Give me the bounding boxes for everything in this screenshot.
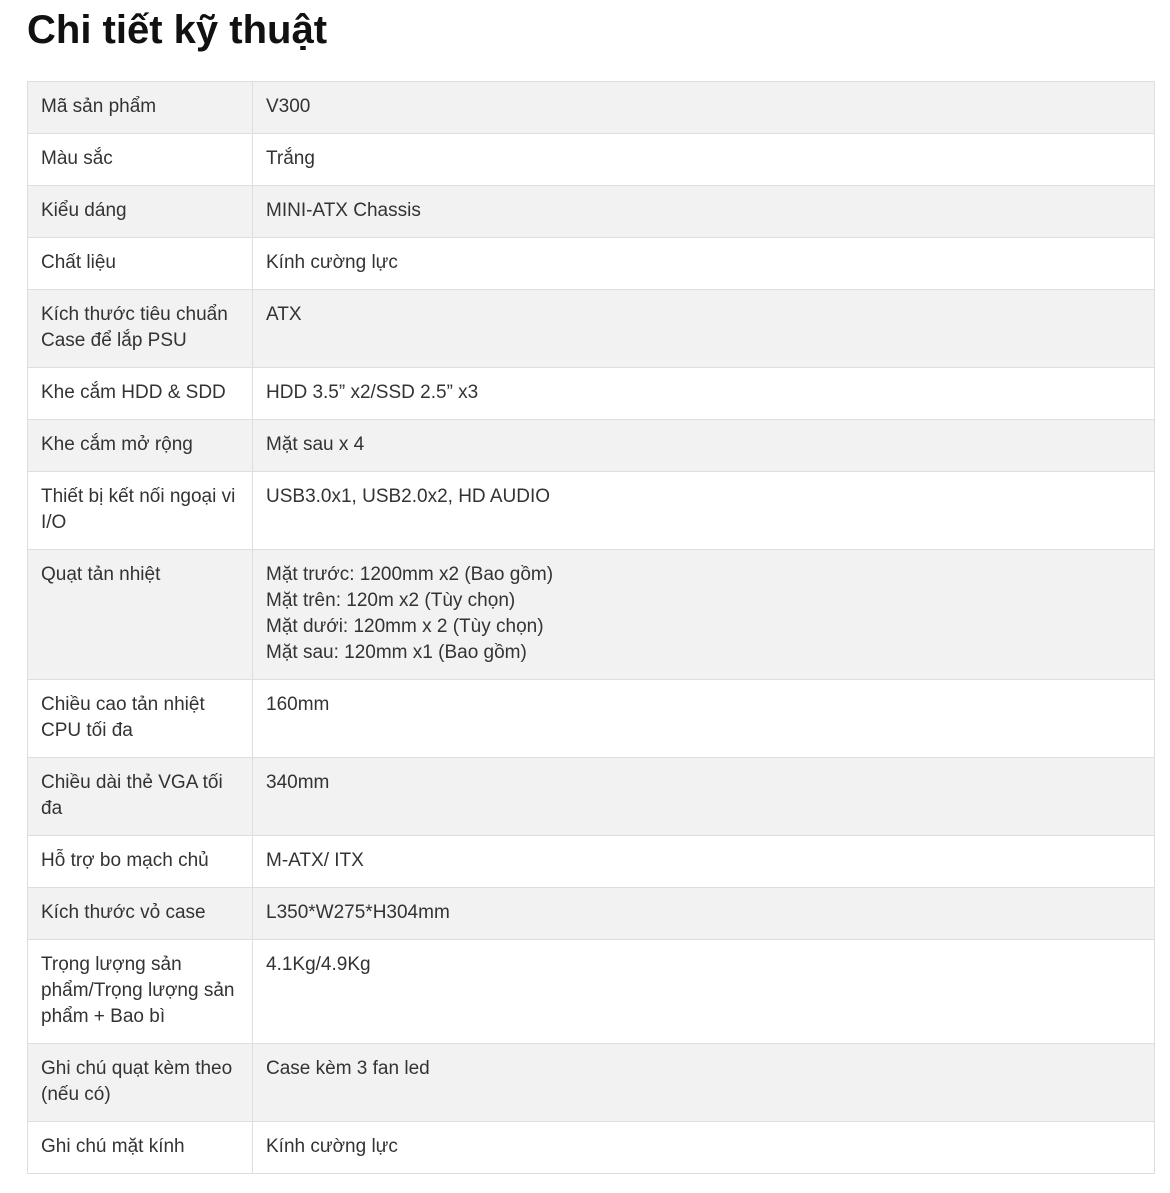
- spec-label: Chất liệu: [28, 238, 253, 290]
- table-row: [28, 420, 1155, 472]
- table-row: [28, 1044, 1155, 1122]
- spec-value: Mặt trước: 1200mm x2 (Bao gồm) Mặt trên: 120m x2 (Tùy chọn) Mặt dưới: 120mm x 2 (Tùy chọn) Mặt sau: 120mm x1 (Bao gồm): [253, 550, 1155, 680]
- spec-label: Kích thước vỏ case: [28, 888, 253, 940]
- spec-value: Kính cường lực: [253, 1122, 1155, 1174]
- table-row: [28, 238, 1155, 290]
- spec-value: 340mm: [253, 758, 1155, 836]
- spec-value: L350*W275*H304mm: [253, 888, 1155, 940]
- spec-label: Quạt tản nhiệt: [28, 550, 253, 680]
- table-row: [28, 680, 1155, 758]
- spec-label: Màu sắc: [28, 134, 253, 186]
- spec-label: Khe cắm mở rộng: [28, 420, 253, 472]
- spec-value: V300: [253, 82, 1155, 134]
- spec-label: Kích thước tiêu chuẩn Case để lắp PSU: [28, 290, 253, 368]
- spec-value: Kính cường lực: [253, 238, 1155, 290]
- table-row: [28, 888, 1155, 940]
- spec-label: Ghi chú mặt kính: [28, 1122, 253, 1174]
- table-row: [28, 1122, 1155, 1174]
- table-row: [28, 836, 1155, 888]
- table-row: [28, 368, 1155, 420]
- page-title: Chi tiết kỹ thuật: [27, 8, 328, 52]
- spec-value: HDD 3.5” x2/SSD 2.5” x3: [253, 368, 1155, 420]
- table-row: [28, 186, 1155, 238]
- spec-label: Chiều cao tản nhiệt CPU tối đa: [28, 680, 253, 758]
- table-row: [28, 758, 1155, 836]
- spec-value: MINI-ATX Chassis: [253, 186, 1155, 238]
- table-row: [28, 550, 1155, 680]
- spec-label: Khe cắm HDD & SDD: [28, 368, 253, 420]
- table-row: [28, 472, 1155, 550]
- spec-label: Chiều dài thẻ VGA tối đa: [28, 758, 253, 836]
- table-row: [28, 82, 1155, 134]
- spec-value: Trắng: [253, 134, 1155, 186]
- spec-value: ATX: [253, 290, 1155, 368]
- spec-label: Hỗ trợ bo mạch chủ: [28, 836, 253, 888]
- spec-value: Mặt sau x 4: [253, 420, 1155, 472]
- spec-value: USB3.0x1, USB2.0x2, HD AUDIO: [253, 472, 1155, 550]
- spec-table: [27, 81, 1155, 1174]
- spec-value: M-ATX/ ITX: [253, 836, 1155, 888]
- table-row: [28, 940, 1155, 1044]
- spec-value: 4.1Kg/4.9Kg: [253, 940, 1155, 1044]
- table-row: [28, 134, 1155, 186]
- spec-label: Kiểu dáng: [28, 186, 253, 238]
- spec-label: Trọng lượng sản phẩm/Trọng lượng sản phẩm + Bao bì: [28, 940, 253, 1044]
- spec-value: Case kèm 3 fan led: [253, 1044, 1155, 1122]
- spec-label: Mã sản phẩm: [28, 82, 253, 134]
- spec-value: 160mm: [253, 680, 1155, 758]
- spec-label: Ghi chú quạt kèm theo (nếu có): [28, 1044, 253, 1122]
- table-row: [28, 290, 1155, 368]
- spec-label: Thiết bị kết nối ngoại vi I/O: [28, 472, 253, 550]
